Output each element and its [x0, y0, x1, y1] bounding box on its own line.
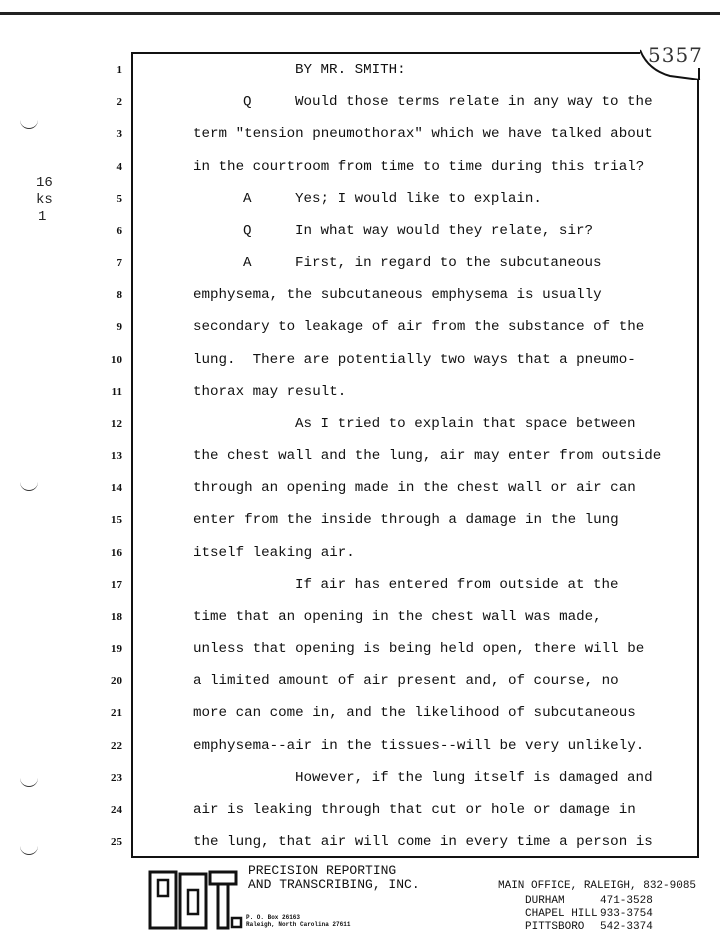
office-phone: 933-3754 [600, 908, 653, 920]
margin-tick-mark [20, 482, 38, 491]
line-number: 21 [111, 707, 122, 720]
transcript-line: itself leaking air. [193, 544, 355, 561]
line-number: 8 [116, 289, 122, 302]
transcript-line: emphysema--air in the tissues--will be very unlikely. [193, 737, 645, 754]
office-phone: 542-3374 [600, 921, 653, 933]
speaker-label: Q [243, 94, 252, 111]
address-line-1: P. O. Box 26163 [246, 914, 301, 921]
line-number: 16 [111, 546, 122, 559]
line-number: 18 [111, 610, 122, 623]
transcript-line: unless that opening is being held open, there will be [193, 641, 645, 658]
line-number: 7 [116, 257, 122, 270]
line-number: 9 [116, 321, 122, 334]
line-number: 20 [111, 675, 122, 688]
line-number: 2 [116, 96, 122, 109]
transcript-line: In what way would they relate, sir? [295, 222, 593, 239]
margin-tick-mark [20, 120, 38, 129]
transcript-line: the lung, that air will come in every time a person is [193, 834, 653, 851]
line-number: 4 [116, 160, 122, 173]
transcript-line: thorax may result. [193, 383, 347, 400]
line-number: 12 [111, 417, 122, 430]
transcript-line: lung. There are potentially two ways that a pneumo- [193, 351, 636, 368]
company-logo [148, 870, 244, 930]
office-city: DURHAM [525, 895, 565, 907]
transcript-line: secondary to leakage of air from the substance of the [193, 319, 645, 336]
line-number: 6 [116, 224, 122, 237]
line-number: 25 [111, 836, 122, 849]
transcript-line: time that an opening in the chest wall was made, [193, 608, 602, 625]
speaker-label: A [243, 190, 252, 207]
line-number: 1 [116, 64, 122, 76]
transcript-line: Would those terms relate in any way to the [295, 94, 653, 111]
company-line-2: AND TRANSCRIBING, INC. [248, 877, 420, 892]
margin-note-2: ks [36, 192, 53, 208]
main-office: MAIN OFFICE, RALEIGH, 832-9085 [498, 880, 697, 892]
company-name [248, 864, 420, 892]
line-number: 14 [111, 482, 122, 495]
company-address [246, 914, 350, 928]
transcript-line: a limited amount of air present and, of course, no [193, 673, 619, 690]
transcript-line: Yes; I would like to explain. [295, 190, 542, 207]
line-number: 5 [116, 192, 122, 205]
margin-note-3: 1 [38, 209, 47, 225]
transcript-line: term "tension pneumothorax" which we have talked about [193, 126, 653, 143]
transcript-line: As I tried to explain that space between [295, 415, 636, 432]
address-line-2: Raleigh, North Carolina 27611 [246, 921, 351, 928]
page-number: 5357 [648, 43, 703, 67]
transcript-line: enter from the inside through a damage in the lung [193, 512, 619, 529]
top-rule [0, 12, 720, 15]
speaker-label: A [243, 255, 252, 272]
line-number: 23 [111, 771, 122, 784]
line-number: 22 [111, 739, 122, 752]
company-line-1: PRECISION REPORTING [248, 863, 397, 878]
margin-tick-mark [20, 778, 38, 787]
line-number: 17 [111, 578, 122, 591]
office-city: PITTSBORO [525, 921, 585, 933]
office-city: CHAPEL HILL [525, 908, 598, 920]
line-number: 19 [111, 643, 122, 656]
transcript-line: First, in regard to the subcutaneous [295, 255, 602, 272]
transcript-line: through an opening made in the chest wall or air can [193, 480, 636, 497]
margin-note-1: 16 [36, 175, 53, 191]
transcript-line: in the courtroom from time to time during this trial? [193, 158, 645, 175]
transcript-line: air is leaking through that cut or hole or damage in [193, 801, 636, 818]
line-number: 11 [111, 385, 122, 398]
line-number: 15 [111, 514, 122, 527]
transcript-line: the chest wall and the lung, air may enter from outside [193, 448, 662, 465]
transcript-line: If air has entered from outside at the [295, 576, 619, 593]
line-number: 10 [111, 353, 122, 366]
transcript-line: BY MR. SMITH: [295, 62, 406, 78]
line-number: 24 [111, 803, 122, 816]
transcript-line: more can come in, and the likelihood of subcutaneous [193, 705, 636, 722]
margin-tick-mark [20, 846, 38, 855]
transcript-line: emphysema, the subcutaneous emphysema is usually [193, 287, 602, 304]
transcript-line: However, if the lung itself is damaged and [295, 769, 653, 786]
line-number: 13 [111, 450, 122, 463]
speaker-label: Q [243, 222, 252, 239]
line-number: 3 [116, 128, 122, 141]
office-phone: 471-3528 [600, 895, 653, 907]
